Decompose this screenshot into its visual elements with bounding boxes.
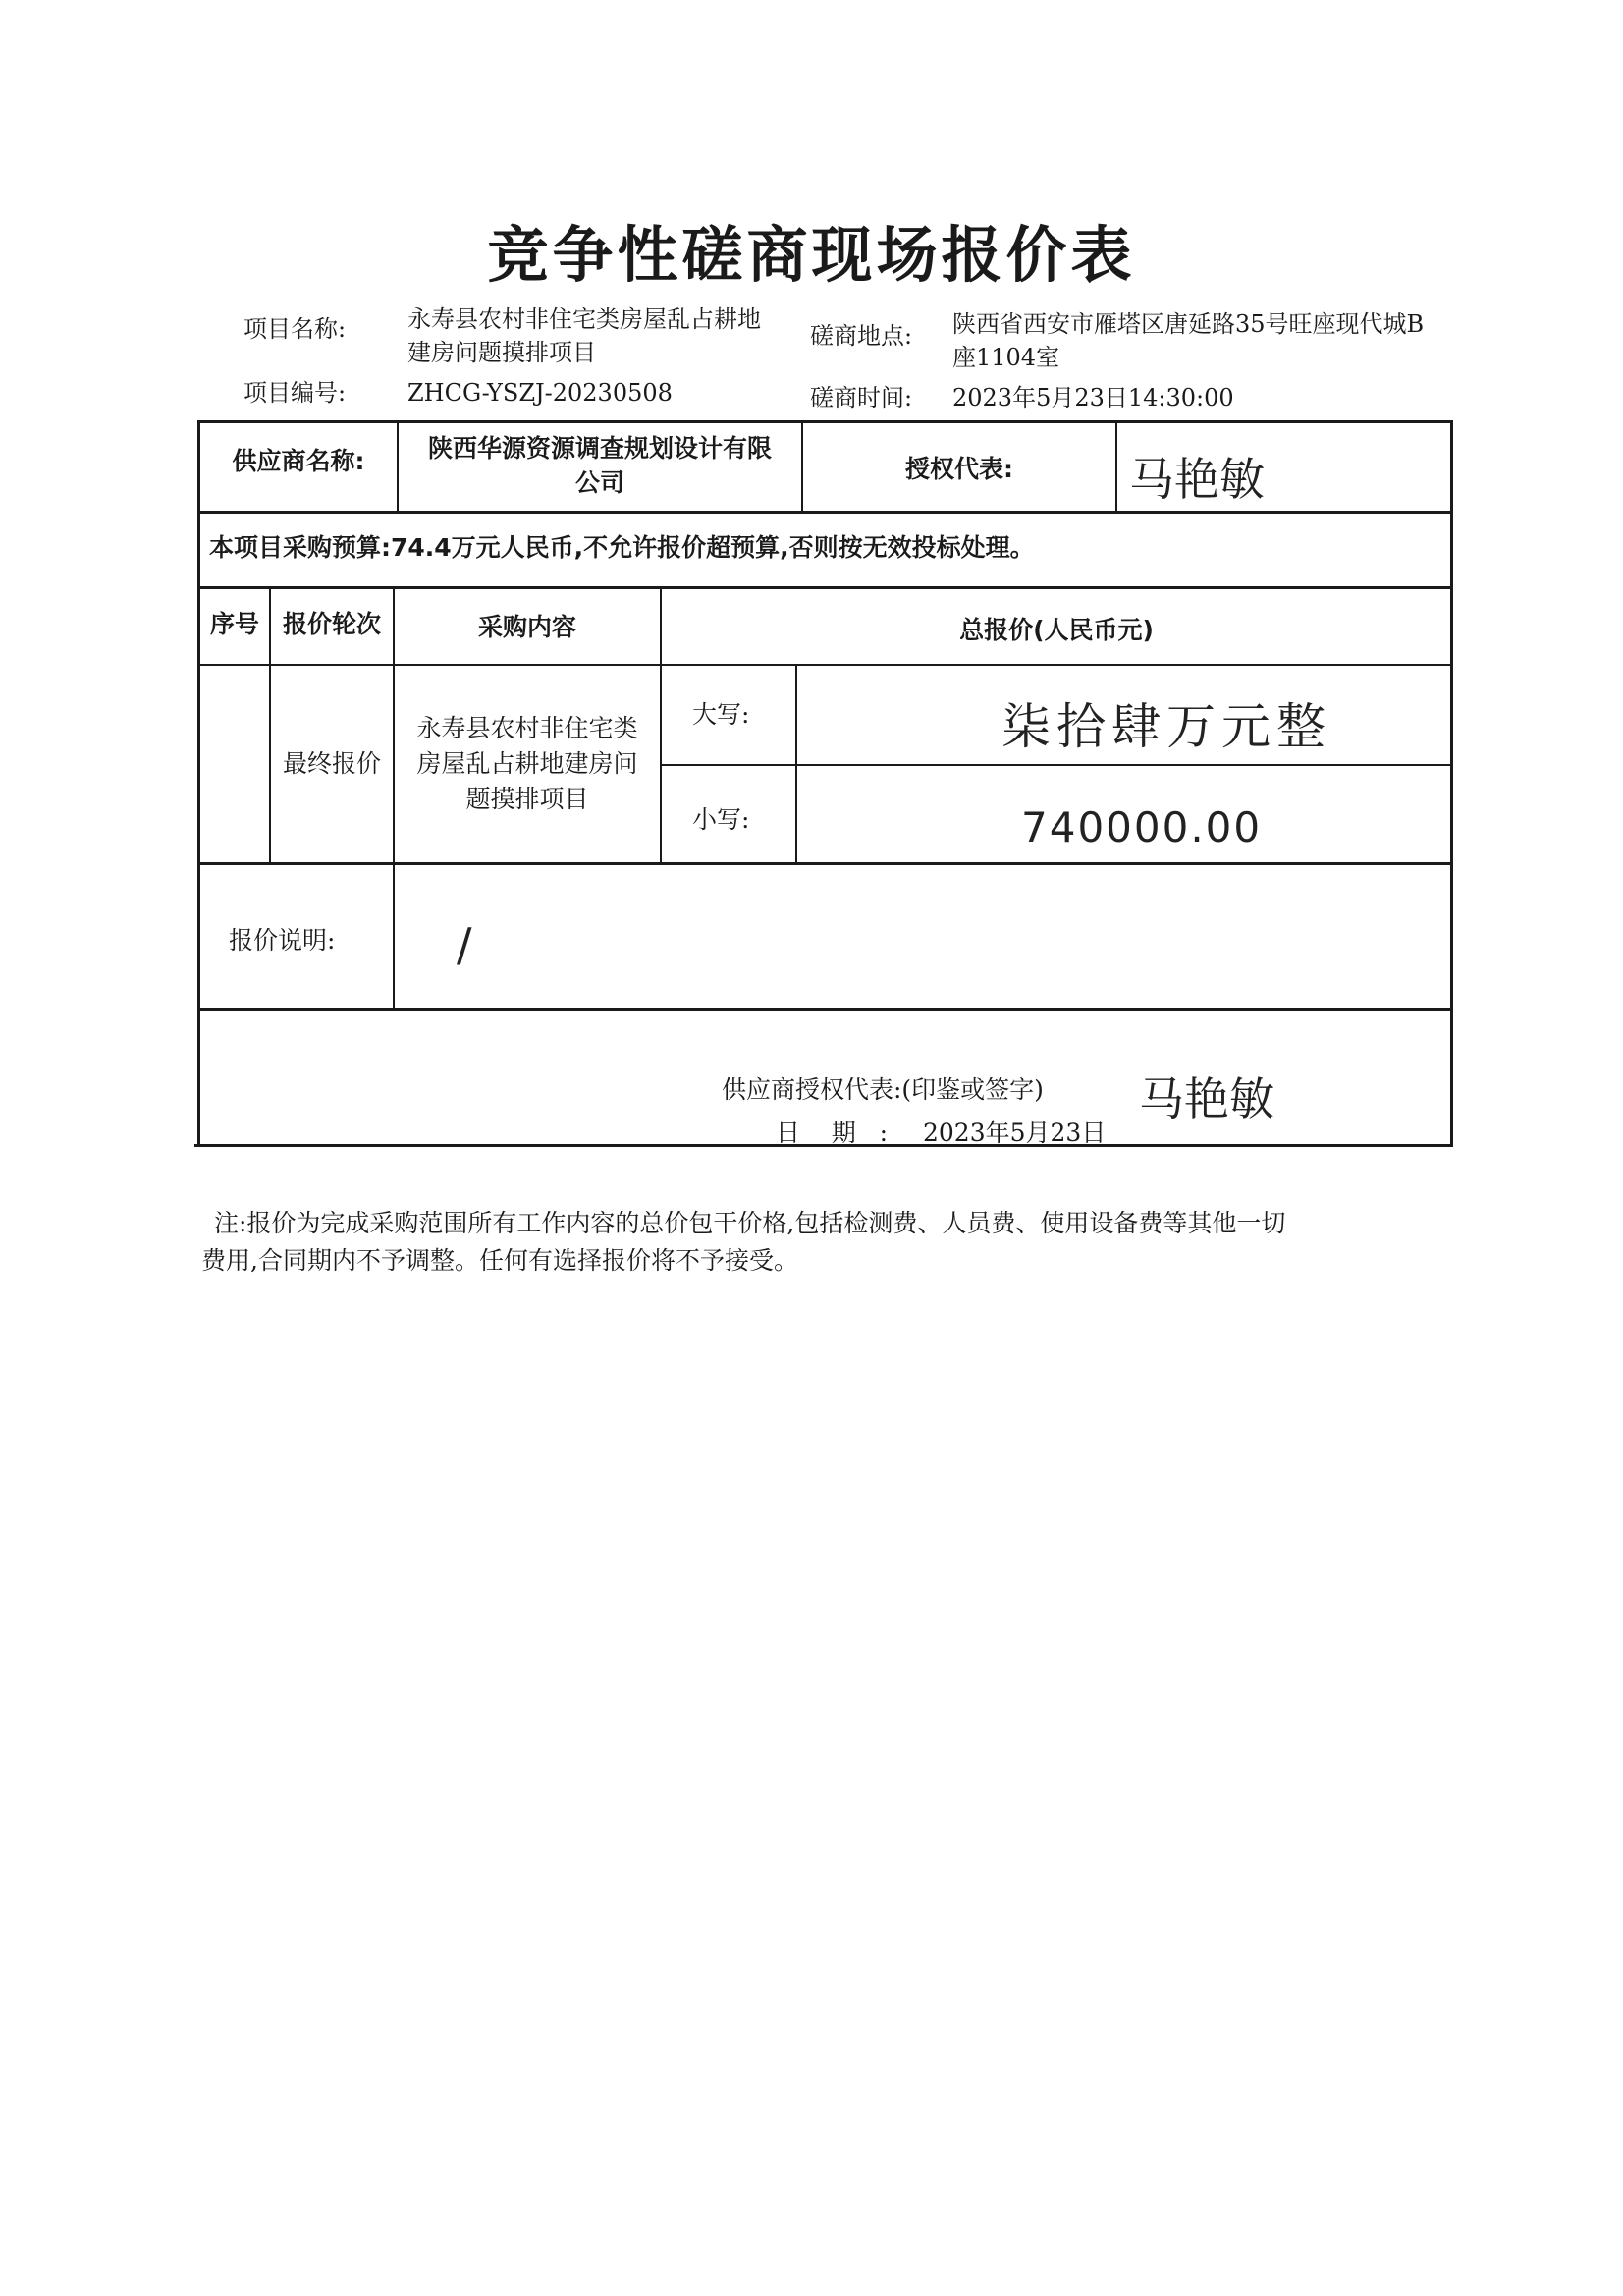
- project-no-label: 项目编号:: [243, 379, 347, 407]
- sign-label: 供应商授权代表:(印鉴或签字): [722, 1075, 1044, 1104]
- footnote-line1: 注:报价为完成采购范围所有工作内容的总价包干价格,包括检测费、人员费、使用设备费等其他一切: [214, 1209, 1286, 1237]
- col-total-header: 总报价(人民币元): [959, 616, 1154, 644]
- content-line2: 房屋乱占耕地建房问: [416, 749, 638, 778]
- footnote-line2: 费用,合同期内不予调整。任何有选择报价将不予接受。: [201, 1246, 798, 1275]
- upper-amount-value: 柒拾肆万元整: [1001, 698, 1331, 755]
- desc-label: 报价说明:: [229, 926, 336, 955]
- rep-signature: 马艳敏: [1129, 453, 1265, 506]
- round-value: 最终报价: [282, 749, 381, 778]
- supplier-name-line2: 公司: [574, 468, 624, 497]
- lower-amount-value: 740000.00: [1021, 803, 1263, 851]
- col-no-header: 序号: [209, 610, 259, 638]
- rep-label: 授权代表:: [905, 455, 1013, 483]
- supplier-label: 供应商名称:: [232, 447, 365, 475]
- project-name-value-line2: 建房问题摸排项目: [407, 339, 596, 366]
- document-title: 竞争性磋商现场报价表: [487, 219, 1136, 291]
- supplier-name-line1: 陕西华源资源调查规划设计有限: [427, 434, 772, 463]
- time-label: 磋商时间:: [810, 384, 913, 411]
- date-label: 日 期 :: [776, 1119, 889, 1147]
- time-value: 2023年5月23日14:30:00: [952, 384, 1234, 411]
- project-name-label: 项目名称:: [243, 315, 347, 343]
- location-label: 磋商地点:: [810, 322, 913, 350]
- location-value-line2: 座1104室: [952, 344, 1060, 371]
- content-line1: 永寿县农村非住宅类: [416, 714, 638, 742]
- content-line3: 题摸排项目: [465, 785, 589, 813]
- budget-note: 本项目采购预算:74.4万元人民币,不允许报价超预算,否则按无效投标处理。: [209, 533, 1035, 562]
- upper-amount-label: 大写:: [692, 700, 750, 729]
- col-round-header: 报价轮次: [282, 610, 381, 638]
- location-value-line1: 陕西省西安市雁塔区唐延路35号旺座现代城B: [952, 310, 1425, 338]
- project-name-value-line1: 永寿县农村非住宅类房屋乱占耕地: [407, 305, 761, 333]
- lower-amount-label: 小写:: [692, 805, 750, 834]
- desc-value: /: [457, 918, 472, 971]
- date-value: 2023年5月23日: [923, 1119, 1107, 1147]
- project-no-value: ZHCG-YSZJ-20230508: [407, 379, 673, 407]
- sign-signature: 马艳敏: [1139, 1072, 1274, 1125]
- col-content-header: 采购内容: [477, 613, 576, 641]
